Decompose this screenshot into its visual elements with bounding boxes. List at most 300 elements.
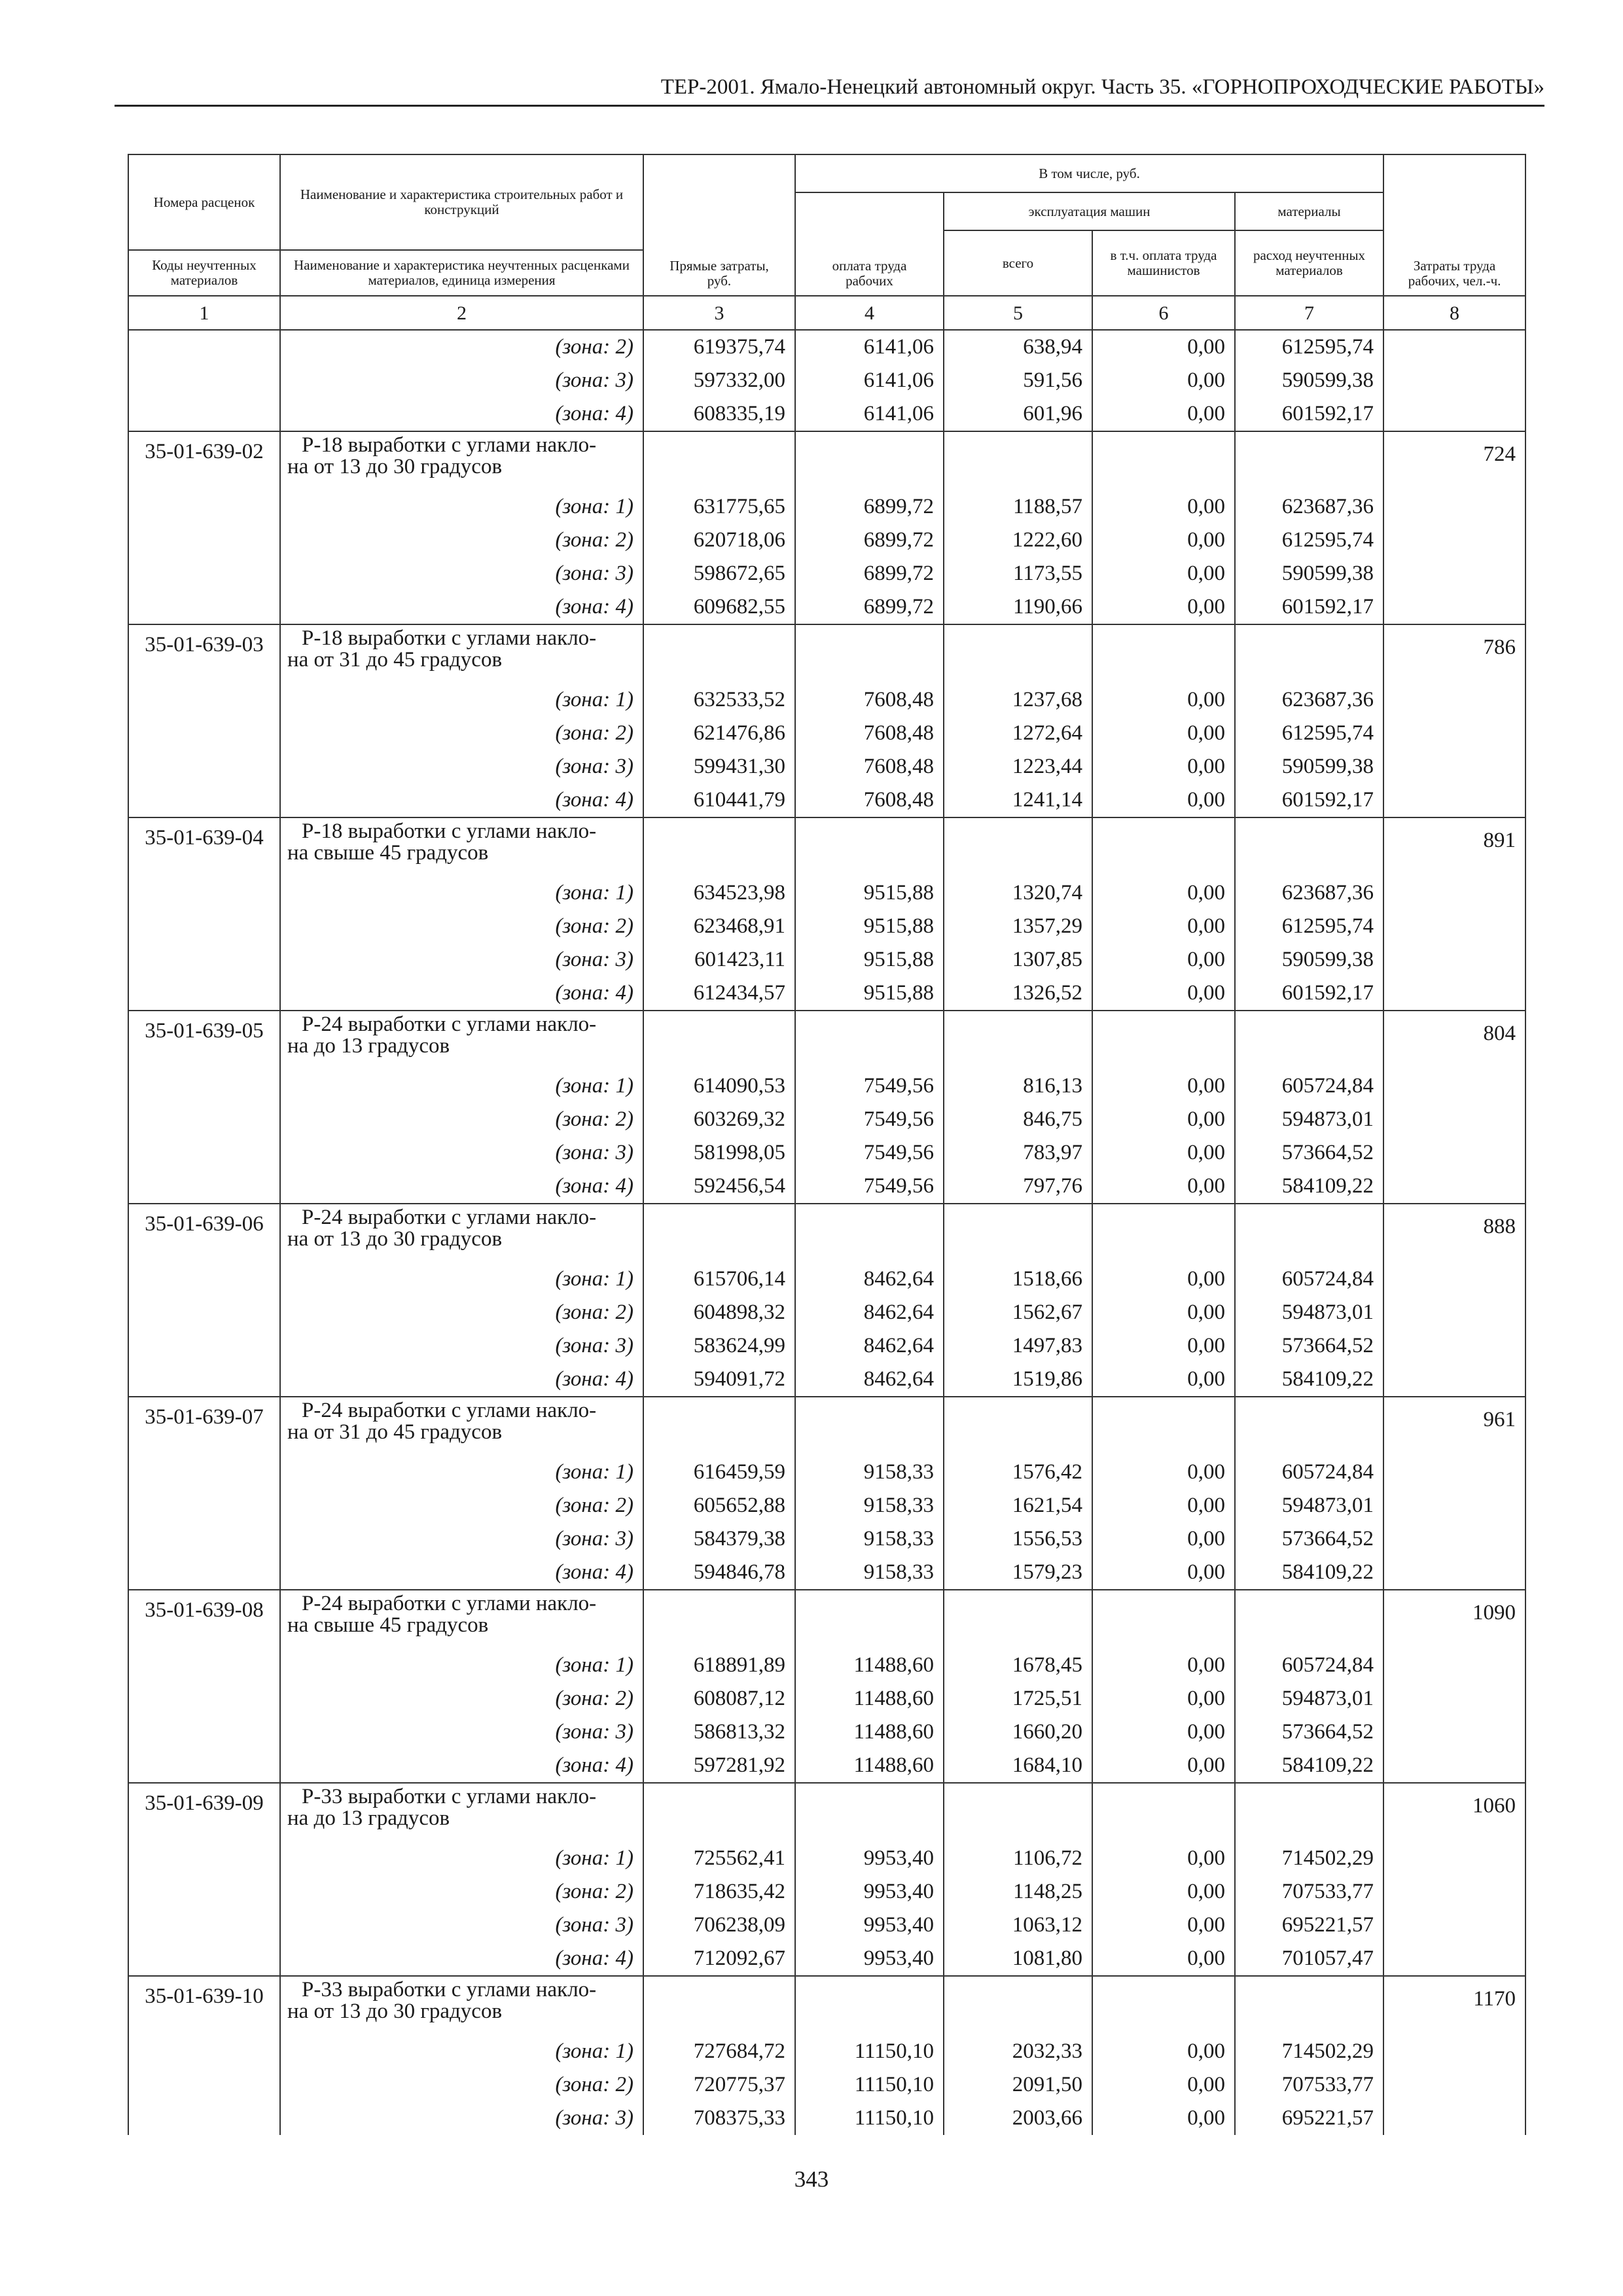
labor-hours-cell-empty xyxy=(1383,1749,1525,1783)
materials-value: 601592,17 xyxy=(1235,783,1383,817)
materials-value: 605724,84 xyxy=(1235,1069,1383,1103)
labor-pay-value: 9953,40 xyxy=(795,1942,944,1976)
rate-code: 35-01-639-03 xyxy=(128,624,280,683)
materials-value: 573664,52 xyxy=(1235,1715,1383,1749)
zone-row xyxy=(128,1942,1525,1976)
machinists-pay-value: 0,00 xyxy=(1092,1875,1235,1909)
zone-label: (зона: 3) xyxy=(280,943,643,977)
col-header-machines-total: всего xyxy=(944,230,1092,296)
machinists-pay-value: 0,00 xyxy=(1092,943,1235,977)
labor-hours-cell-empty xyxy=(1383,1715,1525,1749)
column-number: 5 xyxy=(944,296,1092,330)
machines-total-value: 1320,74 xyxy=(944,876,1092,910)
labor-hours-cell-empty xyxy=(1383,977,1525,1011)
labor-hours-cell-empty xyxy=(1383,717,1525,750)
machinists-pay-value: 0,00 xyxy=(1092,1296,1235,1329)
rate-description-line2: на до 13 градусов xyxy=(287,1806,450,1830)
labor-pay-value: 11488,60 xyxy=(795,1749,944,1783)
materials-value: 590599,38 xyxy=(1235,943,1383,977)
code-cell-empty xyxy=(128,490,280,524)
labor-pay-value: 6899,72 xyxy=(795,590,944,624)
materials-value: 695221,57 xyxy=(1235,1909,1383,1942)
rate-description-line1: Р-24 выработки с углами накло- xyxy=(302,1399,597,1422)
code-cell-empty xyxy=(128,1329,280,1363)
materials-value: 590599,38 xyxy=(1235,557,1383,590)
empty-cell xyxy=(1092,624,1235,683)
machinists-pay-value: 0,00 xyxy=(1092,1456,1235,1489)
zone-label: (зона: 4) xyxy=(280,590,643,624)
materials-value: 623687,36 xyxy=(1235,683,1383,717)
direct-costs-value: 594091,72 xyxy=(643,1363,795,1397)
materials-value: 573664,52 xyxy=(1235,1522,1383,1556)
code-cell-empty xyxy=(128,1263,280,1296)
materials-value: 601592,17 xyxy=(1235,397,1383,431)
zone-label: (зона: 2) xyxy=(280,1875,643,1909)
zone-label: (зона: 2) xyxy=(280,910,643,943)
code-cell-empty xyxy=(128,1715,280,1749)
zone-row xyxy=(128,683,1525,717)
labor-hours-cell-empty xyxy=(1383,1363,1525,1397)
labor-pay-value: 6899,72 xyxy=(795,557,944,590)
machinists-pay-value: 0,00 xyxy=(1092,590,1235,624)
zone-row xyxy=(128,717,1525,750)
materials-value: 605724,84 xyxy=(1235,1263,1383,1296)
labor-pay-value: 9158,33 xyxy=(795,1489,944,1522)
labor-hours-cell-empty xyxy=(1383,364,1525,397)
direct-costs-value: 592456,54 xyxy=(643,1170,795,1204)
labor-pay-value: 11488,60 xyxy=(795,1715,944,1749)
direct-costs-value: 616459,59 xyxy=(643,1456,795,1489)
zone-row xyxy=(128,750,1525,783)
labor-hours-cell-empty xyxy=(1383,783,1525,817)
code-cell-empty xyxy=(128,1103,280,1136)
rate-item xyxy=(128,1204,1525,1397)
direct-costs-value: 708375,33 xyxy=(643,2102,795,2135)
machinists-pay-value: 0,00 xyxy=(1092,683,1235,717)
rate-code: 35-01-639-04 xyxy=(128,817,280,876)
empty-cell xyxy=(795,1590,944,1649)
materials-value: 590599,38 xyxy=(1235,750,1383,783)
direct-costs-value: 618891,89 xyxy=(643,1649,795,1682)
rate-title-row xyxy=(128,1783,1525,1842)
col-header-labor-hours: Затраты труда рабочих, чел.-ч. xyxy=(1383,154,1525,296)
column-number: 6 xyxy=(1092,296,1235,330)
machines-total-value: 1326,52 xyxy=(944,977,1092,1011)
code-cell-empty xyxy=(128,1749,280,1783)
zone-row xyxy=(128,910,1525,943)
materials-value: 573664,52 xyxy=(1235,1329,1383,1363)
direct-costs-value: 619375,74 xyxy=(643,330,795,364)
empty-cell xyxy=(944,1783,1092,1842)
materials-value: 707533,77 xyxy=(1235,1875,1383,1909)
zone-row xyxy=(128,1069,1525,1103)
labor-pay-value: 9953,40 xyxy=(795,1842,944,1875)
rate-description-line2: на от 13 до 30 градусов xyxy=(287,2000,503,2023)
col-header-materials: материалы xyxy=(1235,192,1383,230)
machines-total-value: 1190,66 xyxy=(944,590,1092,624)
zone-row xyxy=(128,1136,1525,1170)
machines-total-value: 1621,54 xyxy=(944,1489,1092,1522)
zone-label: (зона: 4) xyxy=(280,1556,643,1590)
labor-hours-cell-empty xyxy=(1383,2035,1525,2068)
code-cell-empty xyxy=(128,1136,280,1170)
zone-label: (зона: 1) xyxy=(280,683,643,717)
labor-pay-value: 11488,60 xyxy=(795,1682,944,1715)
direct-costs-value: 621476,86 xyxy=(643,717,795,750)
code-cell-empty xyxy=(128,590,280,624)
zone-row xyxy=(128,364,1525,397)
empty-cell xyxy=(795,817,944,876)
rate-item xyxy=(128,1011,1525,1204)
rate-description xyxy=(280,1976,643,2035)
code-cell-empty xyxy=(128,1489,280,1522)
rate-code: 35-01-639-09 xyxy=(128,1783,280,1842)
empty-cell xyxy=(795,1783,944,1842)
machinists-pay-value: 0,00 xyxy=(1092,750,1235,783)
col-header-materials-consumption: расход неучтенных материалов xyxy=(1235,230,1383,296)
labor-pay-value: 11150,10 xyxy=(795,2102,944,2135)
labor-pay-value: 6899,72 xyxy=(795,524,944,557)
labor-hours-value: 1060 xyxy=(1383,1783,1525,1842)
labor-hours-cell-empty xyxy=(1383,1682,1525,1715)
labor-hours-cell-empty xyxy=(1383,750,1525,783)
machines-total-value: 846,75 xyxy=(944,1103,1092,1136)
zone-row xyxy=(128,397,1525,431)
code-cell-empty xyxy=(128,557,280,590)
labor-pay-value: 8462,64 xyxy=(795,1363,944,1397)
labor-pay-value: 11488,60 xyxy=(795,1649,944,1682)
direct-costs-value: 614090,53 xyxy=(643,1069,795,1103)
zone-row xyxy=(128,490,1525,524)
empty-cell xyxy=(1092,1204,1235,1263)
zone-label: (зона: 3) xyxy=(280,557,643,590)
rate-code: 35-01-639-02 xyxy=(128,431,280,490)
machinists-pay-value: 0,00 xyxy=(1092,876,1235,910)
materials-value: 584109,22 xyxy=(1235,1363,1383,1397)
machines-total-value: 1148,25 xyxy=(944,1875,1092,1909)
materials-value: 701057,47 xyxy=(1235,1942,1383,1976)
materials-value: 584109,22 xyxy=(1235,1749,1383,1783)
labor-hours-value: 888 xyxy=(1383,1204,1525,1263)
materials-value: 590599,38 xyxy=(1235,364,1383,397)
code-cell-empty xyxy=(128,397,280,431)
labor-hours-cell-empty xyxy=(1383,2102,1525,2135)
labor-hours-cell-empty xyxy=(1383,910,1525,943)
zone-label: (зона: 1) xyxy=(280,1263,643,1296)
col-header-machinists-pay: в т.ч. оплата труда машинистов xyxy=(1092,230,1235,296)
labor-pay-value: 7608,48 xyxy=(795,750,944,783)
labor-pay-value: 7549,56 xyxy=(795,1170,944,1204)
machines-total-value: 1173,55 xyxy=(944,557,1092,590)
zone-row xyxy=(128,1842,1525,1875)
zone-label: (зона: 3) xyxy=(280,364,643,397)
empty-cell xyxy=(944,1590,1092,1649)
rate-code: 35-01-639-08 xyxy=(128,1590,280,1649)
zone-row xyxy=(128,1715,1525,1749)
machinists-pay-value: 0,00 xyxy=(1092,330,1235,364)
code-cell-empty xyxy=(128,1296,280,1329)
direct-costs-value: 720775,37 xyxy=(643,2068,795,2102)
zone-row xyxy=(128,2102,1525,2135)
zone-label: (зона: 3) xyxy=(280,1522,643,1556)
labor-hours-cell-empty xyxy=(1383,1875,1525,1909)
labor-hours-value: 724 xyxy=(1383,431,1525,490)
direct-costs-value: 597281,92 xyxy=(643,1749,795,1783)
column-number: 2 xyxy=(280,296,643,330)
machinists-pay-value: 0,00 xyxy=(1092,364,1235,397)
labor-hours-cell-empty xyxy=(1383,2068,1525,2102)
labor-pay-value: 6141,06 xyxy=(795,364,944,397)
materials-value: 612595,74 xyxy=(1235,330,1383,364)
labor-hours-cell-empty xyxy=(1383,397,1525,431)
rate-description xyxy=(280,431,643,490)
empty-cell xyxy=(1235,624,1383,683)
empty-cell xyxy=(1235,1011,1383,1069)
rate-description-line1: Р-18 выработки с углами накло- xyxy=(302,819,597,843)
labor-pay-value: 9515,88 xyxy=(795,977,944,1011)
rate-description-line1: Р-24 выработки с углами накло- xyxy=(302,1013,597,1036)
materials-value: 584109,22 xyxy=(1235,1556,1383,1590)
rate-title-row xyxy=(128,1590,1525,1649)
zone-label: (зона: 4) xyxy=(280,977,643,1011)
code-cell-empty xyxy=(128,2068,280,2102)
code-cell-empty xyxy=(128,1456,280,1489)
materials-value: 695221,57 xyxy=(1235,2102,1383,2135)
col-header-name-bottom: Наименование и характеристика неучтенных расценками материалов, единица измерения xyxy=(280,250,643,296)
zone-label: (зона: 1) xyxy=(280,1456,643,1489)
labor-hours-cell-empty xyxy=(1383,1263,1525,1296)
rate-description-line2: на до 13 градусов xyxy=(287,1034,450,1058)
machinists-pay-value: 0,00 xyxy=(1092,1069,1235,1103)
empty-cell xyxy=(1235,1204,1383,1263)
rate-item xyxy=(128,817,1525,1011)
running-header-text: ТЕР-2001. Ямало-Ненецкий автономный округ. Часть 35. «ГОРНОПРОХОДЧЕСКИЕ РАБОТЫ» xyxy=(660,75,1544,99)
labor-pay-value: 8462,64 xyxy=(795,1263,944,1296)
col-header-codes-top: Номера расценок xyxy=(128,154,280,250)
code-cell-empty xyxy=(128,876,280,910)
zone-row xyxy=(128,590,1525,624)
code-cell-empty xyxy=(128,977,280,1011)
labor-pay-value: 11150,10 xyxy=(795,2035,944,2068)
labor-pay-value: 9515,88 xyxy=(795,943,944,977)
price-table xyxy=(128,154,1526,2135)
code-cell-empty xyxy=(128,1909,280,1942)
materials-value: 601592,17 xyxy=(1235,590,1383,624)
rate-description-line2: на свыше 45 градусов xyxy=(287,1613,489,1637)
zone-row xyxy=(128,1263,1525,1296)
column-number: 3 xyxy=(643,296,795,330)
machines-total-value: 1081,80 xyxy=(944,1942,1092,1976)
zone-row xyxy=(128,1103,1525,1136)
direct-costs-value: 623468,91 xyxy=(643,910,795,943)
machines-total-value: 1518,66 xyxy=(944,1263,1092,1296)
empty-cell xyxy=(944,1011,1092,1069)
materials-value: 612595,74 xyxy=(1235,524,1383,557)
col-header-name-top: Наименование и характеристика строительных работ и конструкций xyxy=(280,154,643,250)
column-number: 1 xyxy=(128,296,280,330)
materials-value: 707533,77 xyxy=(1235,2068,1383,2102)
machines-total-value: 1307,85 xyxy=(944,943,1092,977)
direct-costs-value: 718635,42 xyxy=(643,1875,795,1909)
rate-title-row xyxy=(128,817,1525,876)
running-header xyxy=(115,71,1544,107)
column-number: 4 xyxy=(795,296,944,330)
machines-total-value: 1725,51 xyxy=(944,1682,1092,1715)
empty-cell xyxy=(1092,1976,1235,2035)
machinists-pay-value: 0,00 xyxy=(1092,1649,1235,1682)
rate-description xyxy=(280,817,643,876)
empty-cell xyxy=(643,1204,795,1263)
labor-pay-value: 11150,10 xyxy=(795,2068,944,2102)
rate-description-line1: Р-24 выработки с углами накло- xyxy=(302,1592,597,1615)
rate-item xyxy=(128,1976,1525,2135)
machinists-pay-value: 0,00 xyxy=(1092,1103,1235,1136)
rate-description xyxy=(280,1204,643,1263)
col-header-direct-costs: Прямые затраты, руб. xyxy=(643,154,795,296)
materials-value: 594873,01 xyxy=(1235,1296,1383,1329)
labor-pay-value: 9953,40 xyxy=(795,1909,944,1942)
machines-total-value: 2003,66 xyxy=(944,2102,1092,2135)
labor-hours-cell-empty xyxy=(1383,876,1525,910)
zone-row xyxy=(128,557,1525,590)
machinists-pay-value: 0,00 xyxy=(1092,524,1235,557)
machines-total-value: 1660,20 xyxy=(944,1715,1092,1749)
machinists-pay-value: 0,00 xyxy=(1092,783,1235,817)
code-cell-empty xyxy=(128,1942,280,1976)
direct-costs-value: 598672,65 xyxy=(643,557,795,590)
materials-value: 594873,01 xyxy=(1235,1682,1383,1715)
code-cell-empty xyxy=(128,1363,280,1397)
labor-pay-value: 9158,33 xyxy=(795,1556,944,1590)
zone-label: (зона: 4) xyxy=(280,397,643,431)
zone-label: (зона: 3) xyxy=(280,1329,643,1363)
rate-description-line1: Р-33 выработки с углами накло- xyxy=(302,1978,597,2001)
labor-hours-cell-empty xyxy=(1383,1136,1525,1170)
continuation-group xyxy=(128,330,1525,431)
machinists-pay-value: 0,00 xyxy=(1092,2102,1235,2135)
code-cell-empty xyxy=(128,750,280,783)
zone-label: (зона: 1) xyxy=(280,1649,643,1682)
empty-cell xyxy=(944,624,1092,683)
empty-cell xyxy=(643,1976,795,2035)
labor-hours-cell-empty xyxy=(1383,1556,1525,1590)
direct-costs-value: 608087,12 xyxy=(643,1682,795,1715)
labor-hours-cell-empty xyxy=(1383,1842,1525,1875)
machinists-pay-value: 0,00 xyxy=(1092,490,1235,524)
empty-cell xyxy=(795,624,944,683)
rate-code: 35-01-639-07 xyxy=(128,1397,280,1456)
machinists-pay-value: 0,00 xyxy=(1092,910,1235,943)
materials-value: 573664,52 xyxy=(1235,1136,1383,1170)
empty-cell xyxy=(643,1590,795,1649)
zone-label: (зона: 3) xyxy=(280,1715,643,1749)
empty-cell xyxy=(1235,1397,1383,1456)
zone-row xyxy=(128,1456,1525,1489)
machines-total-value: 1519,86 xyxy=(944,1363,1092,1397)
materials-value: 623687,36 xyxy=(1235,876,1383,910)
machinists-pay-value: 0,00 xyxy=(1092,2035,1235,2068)
labor-pay-value: 9515,88 xyxy=(795,876,944,910)
empty-cell xyxy=(795,1011,944,1069)
direct-costs-value: 706238,09 xyxy=(643,1909,795,1942)
code-cell-empty xyxy=(128,910,280,943)
empty-cell xyxy=(1235,431,1383,490)
rate-title-row xyxy=(128,431,1525,490)
labor-pay-value: 7608,48 xyxy=(795,683,944,717)
empty-cell xyxy=(1235,1590,1383,1649)
rate-description xyxy=(280,1590,643,1649)
direct-costs-value: 712092,67 xyxy=(643,1942,795,1976)
machinists-pay-value: 0,00 xyxy=(1092,557,1235,590)
materials-value: 714502,29 xyxy=(1235,2035,1383,2068)
rate-description-line1: Р-33 выработки с углами накло- xyxy=(302,1785,597,1808)
machines-total-value: 2032,33 xyxy=(944,2035,1092,2068)
machinists-pay-value: 0,00 xyxy=(1092,717,1235,750)
machines-total-value: 1556,53 xyxy=(944,1522,1092,1556)
materials-value: 594873,01 xyxy=(1235,1103,1383,1136)
empty-cell xyxy=(643,624,795,683)
direct-costs-value: 603269,32 xyxy=(643,1103,795,1136)
zone-row xyxy=(128,783,1525,817)
direct-costs-value: 586813,32 xyxy=(643,1715,795,1749)
materials-value: 623687,36 xyxy=(1235,490,1383,524)
machinists-pay-value: 0,00 xyxy=(1092,1842,1235,1875)
zone-label: (зона: 3) xyxy=(280,750,643,783)
code-cell-empty xyxy=(128,1069,280,1103)
labor-hours-value: 804 xyxy=(1383,1011,1525,1069)
direct-costs-value: 610441,79 xyxy=(643,783,795,817)
direct-costs-value: 615706,14 xyxy=(643,1263,795,1296)
direct-costs-value: 583624,99 xyxy=(643,1329,795,1363)
rate-title-row xyxy=(128,1976,1525,2035)
empty-cell xyxy=(643,1783,795,1842)
direct-costs-value: 594846,78 xyxy=(643,1556,795,1590)
empty-cell xyxy=(795,1976,944,2035)
labor-pay-value: 6141,06 xyxy=(795,397,944,431)
column-number: 8 xyxy=(1383,296,1525,330)
zone-row xyxy=(128,330,1525,364)
materials-value: 601592,17 xyxy=(1235,977,1383,1011)
materials-value: 612595,74 xyxy=(1235,717,1383,750)
zone-label: (зона: 1) xyxy=(280,1069,643,1103)
direct-costs-value: 634523,98 xyxy=(643,876,795,910)
labor-pay-value: 6141,06 xyxy=(795,330,944,364)
labor-pay-value: 8462,64 xyxy=(795,1329,944,1363)
empty-cell xyxy=(944,817,1092,876)
empty-cell xyxy=(1092,817,1235,876)
materials-value: 584109,22 xyxy=(1235,1170,1383,1204)
direct-costs-value: 604898,32 xyxy=(643,1296,795,1329)
labor-hours-value: 1090 xyxy=(1383,1590,1525,1649)
zone-label: (зона: 2) xyxy=(280,1489,643,1522)
empty-cell xyxy=(1092,1011,1235,1069)
empty-cell xyxy=(944,1397,1092,1456)
machines-total-value: 1497,83 xyxy=(944,1329,1092,1363)
page-number: 343 xyxy=(794,2166,829,2192)
code-cell-empty xyxy=(128,364,280,397)
rate-description-line1: Р-18 выработки с углами накло- xyxy=(302,626,597,650)
code-cell-empty xyxy=(128,1875,280,1909)
code-cell-empty xyxy=(128,2035,280,2068)
empty-cell xyxy=(643,1011,795,1069)
labor-hours-cell-empty xyxy=(1383,330,1525,364)
labor-pay-value: 9158,33 xyxy=(795,1456,944,1489)
machines-total-value: 601,96 xyxy=(944,397,1092,431)
rate-description-line2: на от 31 до 45 градусов xyxy=(287,1420,503,1444)
machinists-pay-value: 0,00 xyxy=(1092,2068,1235,2102)
zone-label: (зона: 3) xyxy=(280,1909,643,1942)
machinists-pay-value: 0,00 xyxy=(1092,1682,1235,1715)
